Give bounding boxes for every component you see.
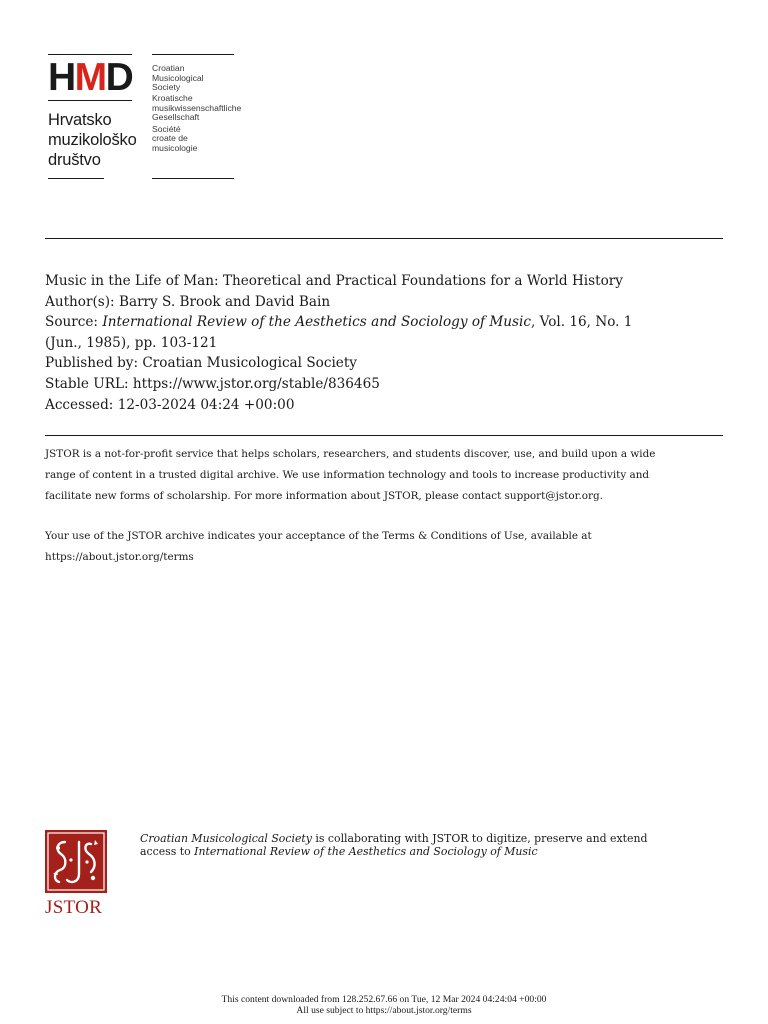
collaboration-line bbox=[140, 832, 740, 845]
source-line bbox=[45, 312, 725, 333]
stable-url-label: Stable URL: bbox=[45, 375, 129, 392]
logo-letter-d: D bbox=[105, 56, 133, 99]
logo-rule bbox=[152, 178, 234, 179]
stable-url-line bbox=[45, 374, 725, 395]
logo-rule bbox=[48, 100, 132, 101]
translation-line: Society bbox=[152, 82, 181, 93]
authors-value: Barry S. Brook and David Bain bbox=[118, 293, 331, 310]
footer-download-line: This content downloaded from 128.252.67.66 on Tue, 12 Mar 2024 04:24:04 +00:00 bbox=[221, 994, 547, 1005]
collaboration-line bbox=[140, 845, 740, 858]
divider-middle bbox=[45, 435, 723, 436]
jstor-notice bbox=[45, 444, 725, 587]
notice-line: range of content in a trusted digital archive. We use information technology and tools to increase productivity and bbox=[45, 469, 650, 481]
logo-letter-m: M bbox=[74, 56, 106, 99]
date-pages: (Jun., 1985), pp. 103-121 bbox=[45, 334, 218, 351]
collaboration-journal[interactable]: International Review of the Aesthetics and Sociology of Music bbox=[194, 845, 538, 858]
stable-url-link[interactable]: https://www.jstor.org/stable/836465 bbox=[132, 375, 380, 392]
collaboration-text: access to bbox=[140, 845, 195, 858]
translation-french bbox=[152, 125, 241, 154]
logo-rule bbox=[152, 54, 234, 55]
accessed-label: Accessed: bbox=[45, 396, 114, 413]
society-name-translations bbox=[152, 64, 241, 155]
collaboration-text: is collaborating with JSTOR to digitize, preserve and extend bbox=[311, 832, 648, 845]
source-label: Source: bbox=[45, 314, 98, 331]
logo-letter-h: H bbox=[48, 56, 75, 99]
society-name-line: Hrvatsko bbox=[48, 111, 112, 129]
terms-link[interactable]: https://about.jstor.org/terms bbox=[45, 551, 194, 563]
society-name-croatian bbox=[48, 110, 137, 170]
translation-line: musikwissenschaftliche bbox=[152, 102, 242, 113]
notice-line: Your use of the JSTOR archive indicates your acceptance of the Terms & Conditions of Use, available at bbox=[45, 530, 592, 542]
notice-line: JSTOR is a not-for-profit service that helps scholars, researchers, and students discover, use, and build upon a wide bbox=[45, 448, 656, 460]
divider-top bbox=[45, 238, 723, 239]
logo-rule bbox=[48, 54, 132, 55]
jstor-emblem-icon bbox=[45, 830, 107, 893]
society-name-line: društvo bbox=[48, 151, 101, 169]
publisher-line bbox=[45, 353, 725, 374]
publisher-logo bbox=[46, 54, 266, 182]
volume-issue: , Vol. 16, No. 1 bbox=[531, 314, 633, 331]
notice-line: facilitate new forms of scholarship. For more information about JSTOR, please contact support@jstor.org. bbox=[45, 490, 603, 502]
translation-line: musicologie bbox=[152, 142, 198, 153]
published-by-label: Published by: bbox=[45, 355, 139, 372]
jstor-wordmark: JSTOR bbox=[45, 897, 103, 918]
accessed-value: 12-03-2024 04:24 +00:00 bbox=[117, 396, 295, 413]
translation-line: Kroatische bbox=[152, 93, 193, 104]
download-footer bbox=[0, 994, 768, 1016]
society-name-line: muzikološko bbox=[48, 131, 137, 149]
translation-line: Croatian bbox=[152, 63, 185, 73]
accessed-line bbox=[45, 395, 725, 416]
translation-line: Musicological bbox=[152, 72, 204, 83]
authors-label: Author(s): bbox=[45, 293, 115, 310]
hmd-wordmark bbox=[48, 56, 134, 99]
about-jstor-paragraph bbox=[45, 444, 725, 507]
footer-terms-line: All use subject to https://about.jstor.org/terms bbox=[296, 1005, 472, 1016]
logo-rule bbox=[48, 178, 104, 179]
terms-paragraph bbox=[45, 526, 725, 568]
article-title: Music in the Life of Man: Theoretical and Practical Foundations for a World History bbox=[45, 273, 623, 289]
translation-line: Gesellschaft bbox=[152, 112, 200, 123]
citation-block bbox=[45, 271, 725, 415]
publisher-name[interactable]: Croatian Musicological Society bbox=[142, 355, 357, 372]
translation-german bbox=[152, 94, 241, 123]
translation-english bbox=[152, 64, 241, 93]
translation-line: croate de bbox=[152, 133, 188, 144]
authors-line bbox=[45, 292, 725, 313]
collaboration-statement bbox=[140, 832, 740, 858]
translation-line: Société bbox=[152, 123, 181, 134]
journal-title[interactable]: International Review of the Aesthetics and Sociology of Music bbox=[102, 314, 531, 331]
collaborating-org[interactable]: Croatian Musicological Society bbox=[140, 832, 312, 845]
jstor-logo bbox=[45, 830, 109, 920]
